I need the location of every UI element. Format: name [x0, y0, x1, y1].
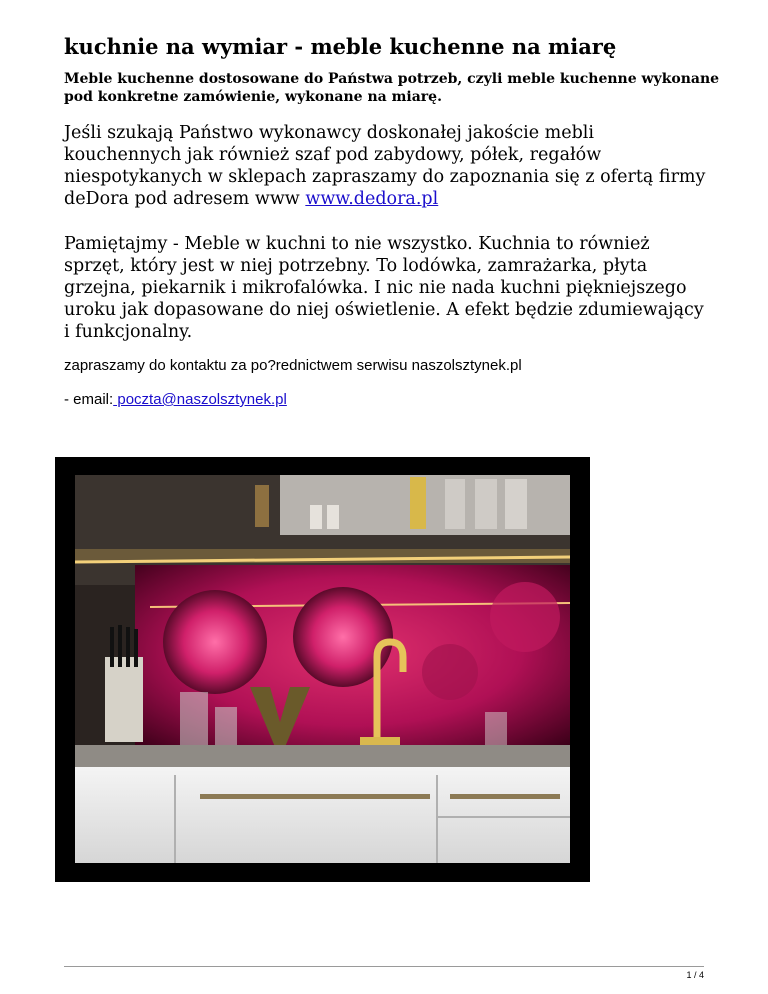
paragraph-offer-text: Jeśli szukają Państwo wykonawcy doskonałej jakoście mebli kouchennych jak również szaf pod zabydowy, półek, regałów niespotykanych w sklepach zapraszamy do zapoznania się z ofertą firmy deDora pod adresem www — [64, 123, 706, 209]
paragraph-offer — [64, 122, 714, 210]
kitchen-photo-illustration — [55, 457, 590, 882]
email-label: - email: — [64, 391, 114, 408]
dedora-link[interactable]: www.dedora.pl — [305, 189, 439, 209]
paragraph-kitchen: Pamiętajmy - Meble w kuchni to nie wszystko. Kuchnia to również sprzęt, który jest w niej potrzebny. To lodówka, zamrażarka, płyta grzejna, piekarnik i mikrofalówka. I nic nie nada kuchni piękniejszego uroku jak dopasowane do niej oświetlenie. A efekt będzie zdumiewający i funkcjonalny. — [64, 234, 704, 342]
email-link[interactable]: poczta@naszolsztynek.pl — [113, 391, 287, 408]
email-line — [64, 390, 724, 409]
footer-divider — [64, 966, 704, 967]
contact-line: zapraszamy do kontaktu za po?rednictwem serwisu naszolsztynek.pl — [64, 357, 522, 374]
document-title: kuchnie na wymiar - meble kuchenne na miarę — [64, 34, 617, 59]
document-subtitle: Meble kuchenne dostosowane do Państwa potrzeb, czyli meble kuchenne wykonane pod konkretne zamówienie, wykonane na miarę. — [64, 71, 720, 105]
kitchen-photo — [55, 457, 590, 882]
page-number: 1 / 4 — [686, 970, 704, 980]
